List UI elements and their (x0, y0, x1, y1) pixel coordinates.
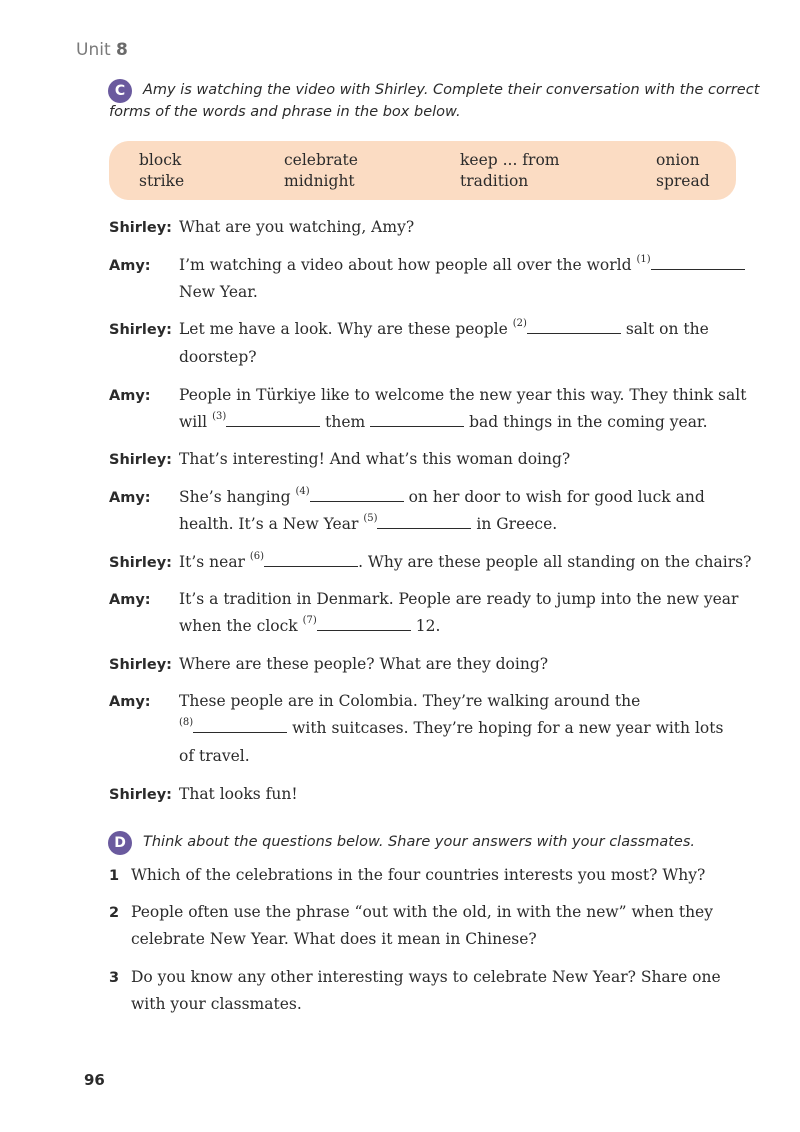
dialogue-line (179, 450, 570, 468)
dialogue-line (179, 488, 705, 506)
speaker-label: Amy: (109, 490, 151, 506)
section-d-badge: D (108, 831, 132, 855)
dialogue-text: That looks fun! (179, 785, 298, 803)
question-text: Do you know any other interesting ways to celebrate New Year? Share one (131, 968, 721, 986)
dialogue-line (179, 283, 258, 301)
answer-blank[interactable] (370, 414, 464, 427)
answer-blank[interactable] (193, 720, 287, 733)
speaker-label: Shirley: (109, 220, 172, 236)
dialogue-line (179, 617, 440, 635)
dialogue-text: It’s a tradition in Denmark. People are ready to jump into the new year (179, 590, 739, 608)
word-onion: onion (656, 151, 700, 169)
answer-blank[interactable] (527, 321, 621, 334)
dialogue-line (179, 386, 746, 404)
dialogue-text: People in Türkiye like to welcome the new year this way. They think salt (179, 386, 747, 404)
section-c-badge: C (108, 79, 132, 103)
word-tradition: tradition (460, 172, 529, 190)
blank-number: (6) (249, 551, 265, 562)
word-spread: spread (656, 172, 710, 190)
dialogue-text: with suitcases. They’re hoping for a new year with lots (287, 719, 724, 737)
dialogue-line (179, 785, 298, 803)
unit-label (76, 40, 128, 60)
section-d-instruction: Think about the questions below. Share your answers with your classmates. (143, 834, 695, 850)
dialogue-text: Where are these people? What are they doing? (179, 655, 549, 673)
speaker-label: Amy: (109, 592, 151, 608)
dialogue-text: What are you watching, Amy? (179, 218, 415, 236)
answer-blank[interactable] (317, 618, 411, 631)
question-text: with your classmates. (131, 995, 302, 1013)
speaker-label: Amy: (109, 694, 151, 710)
speaker-label: Shirley: (109, 555, 172, 571)
dialogue-text: them (320, 413, 371, 431)
dialogue-text: 12. (410, 617, 441, 635)
dialogue-line (179, 692, 640, 710)
dialogue-text: . Why are these people all standing on the chairs? (358, 553, 752, 571)
question-number: 1 (109, 868, 120, 884)
dialogue-line (179, 413, 708, 431)
blank-number: (3) (212, 411, 227, 422)
speaker-label: Shirley: (109, 787, 172, 803)
answer-blank[interactable] (264, 554, 358, 567)
blank-number: (2) (512, 318, 527, 329)
dialogue-text: These people are in Colombia. They’re walking around the (179, 692, 641, 710)
question-text: Which of the celebrations in the four countries interests you most? Why? (131, 866, 706, 884)
speaker-label: Shirley: (109, 452, 172, 468)
dialogue-text: That’s interesting! And what’s this woman doing? (179, 450, 571, 468)
answer-blank[interactable] (377, 516, 471, 529)
dialogue-line (179, 320, 709, 338)
answer-blank[interactable] (310, 489, 404, 502)
word-block: block (139, 151, 182, 169)
answer-blank[interactable] (226, 414, 320, 427)
dialogue-text: when the clock (179, 617, 303, 635)
blank-number: (5) (363, 513, 378, 524)
speaker-label: Shirley: (109, 657, 172, 673)
dialogue-text: New Year. (179, 283, 258, 301)
dialogue-text: doorstep? (179, 348, 257, 366)
blank-number: (8) (179, 717, 194, 728)
dialogue-text: salt on the (620, 320, 709, 338)
dialogue-text: bad things in the coming year. (464, 413, 708, 431)
dialogue-text: on her door to wish for good luck and (403, 488, 705, 506)
question-number: 3 (109, 970, 120, 986)
dialogue-line (179, 348, 257, 366)
dialogue-line (179, 515, 557, 533)
answer-blank[interactable] (651, 257, 745, 270)
word-strike: strike (139, 172, 185, 190)
section-c-instruction-line1: Amy is watching the video with Shirley. Complete their conversation with the correct (143, 82, 760, 98)
dialogue-line (179, 719, 723, 737)
page-number: 96 (84, 1071, 105, 1089)
blank-number: (4) (295, 486, 310, 497)
dialogue-text: of travel. (179, 747, 250, 765)
dialogue-text: health. It’s a New Year (179, 515, 364, 533)
word-midnight: midnight (284, 172, 355, 190)
blank-number: (7) (302, 615, 317, 626)
dialogue-line (179, 747, 250, 765)
question-text: People often use the phrase “out with the old, in with the new” when they (131, 903, 713, 921)
speaker-label: Shirley: (109, 322, 172, 338)
dialogue-text: will (179, 413, 213, 431)
dialogue-text: It’s near (179, 553, 250, 571)
dialogue-line (179, 590, 738, 608)
dialogue-text: Let me have a look. Why are these people (179, 320, 513, 338)
word-box (109, 141, 736, 200)
blank-number: (1) (636, 254, 651, 265)
word-celebrate: celebrate (284, 151, 358, 169)
section-c-instruction-line2: forms of the words and phrase in the box below. (109, 104, 461, 120)
dialogue-line (179, 256, 745, 274)
dialogue-line (179, 218, 414, 236)
speaker-label: Amy: (109, 388, 151, 404)
unit-number: 8 (116, 40, 128, 60)
word-keep-from: keep ... from (460, 151, 560, 169)
dialogue-text: in Greece. (471, 515, 558, 533)
question-number: 2 (109, 905, 120, 921)
question-text: celebrate New Year. What does it mean in Chinese? (131, 930, 537, 948)
dialogue-text: I’m watching a video about how people all over the world (179, 256, 637, 274)
dialogue-line (179, 655, 548, 673)
dialogue-text: She’s hanging (179, 488, 296, 506)
unit-prefix: Unit (76, 40, 111, 60)
dialogue-line (179, 553, 751, 571)
speaker-label: Amy: (109, 258, 151, 274)
